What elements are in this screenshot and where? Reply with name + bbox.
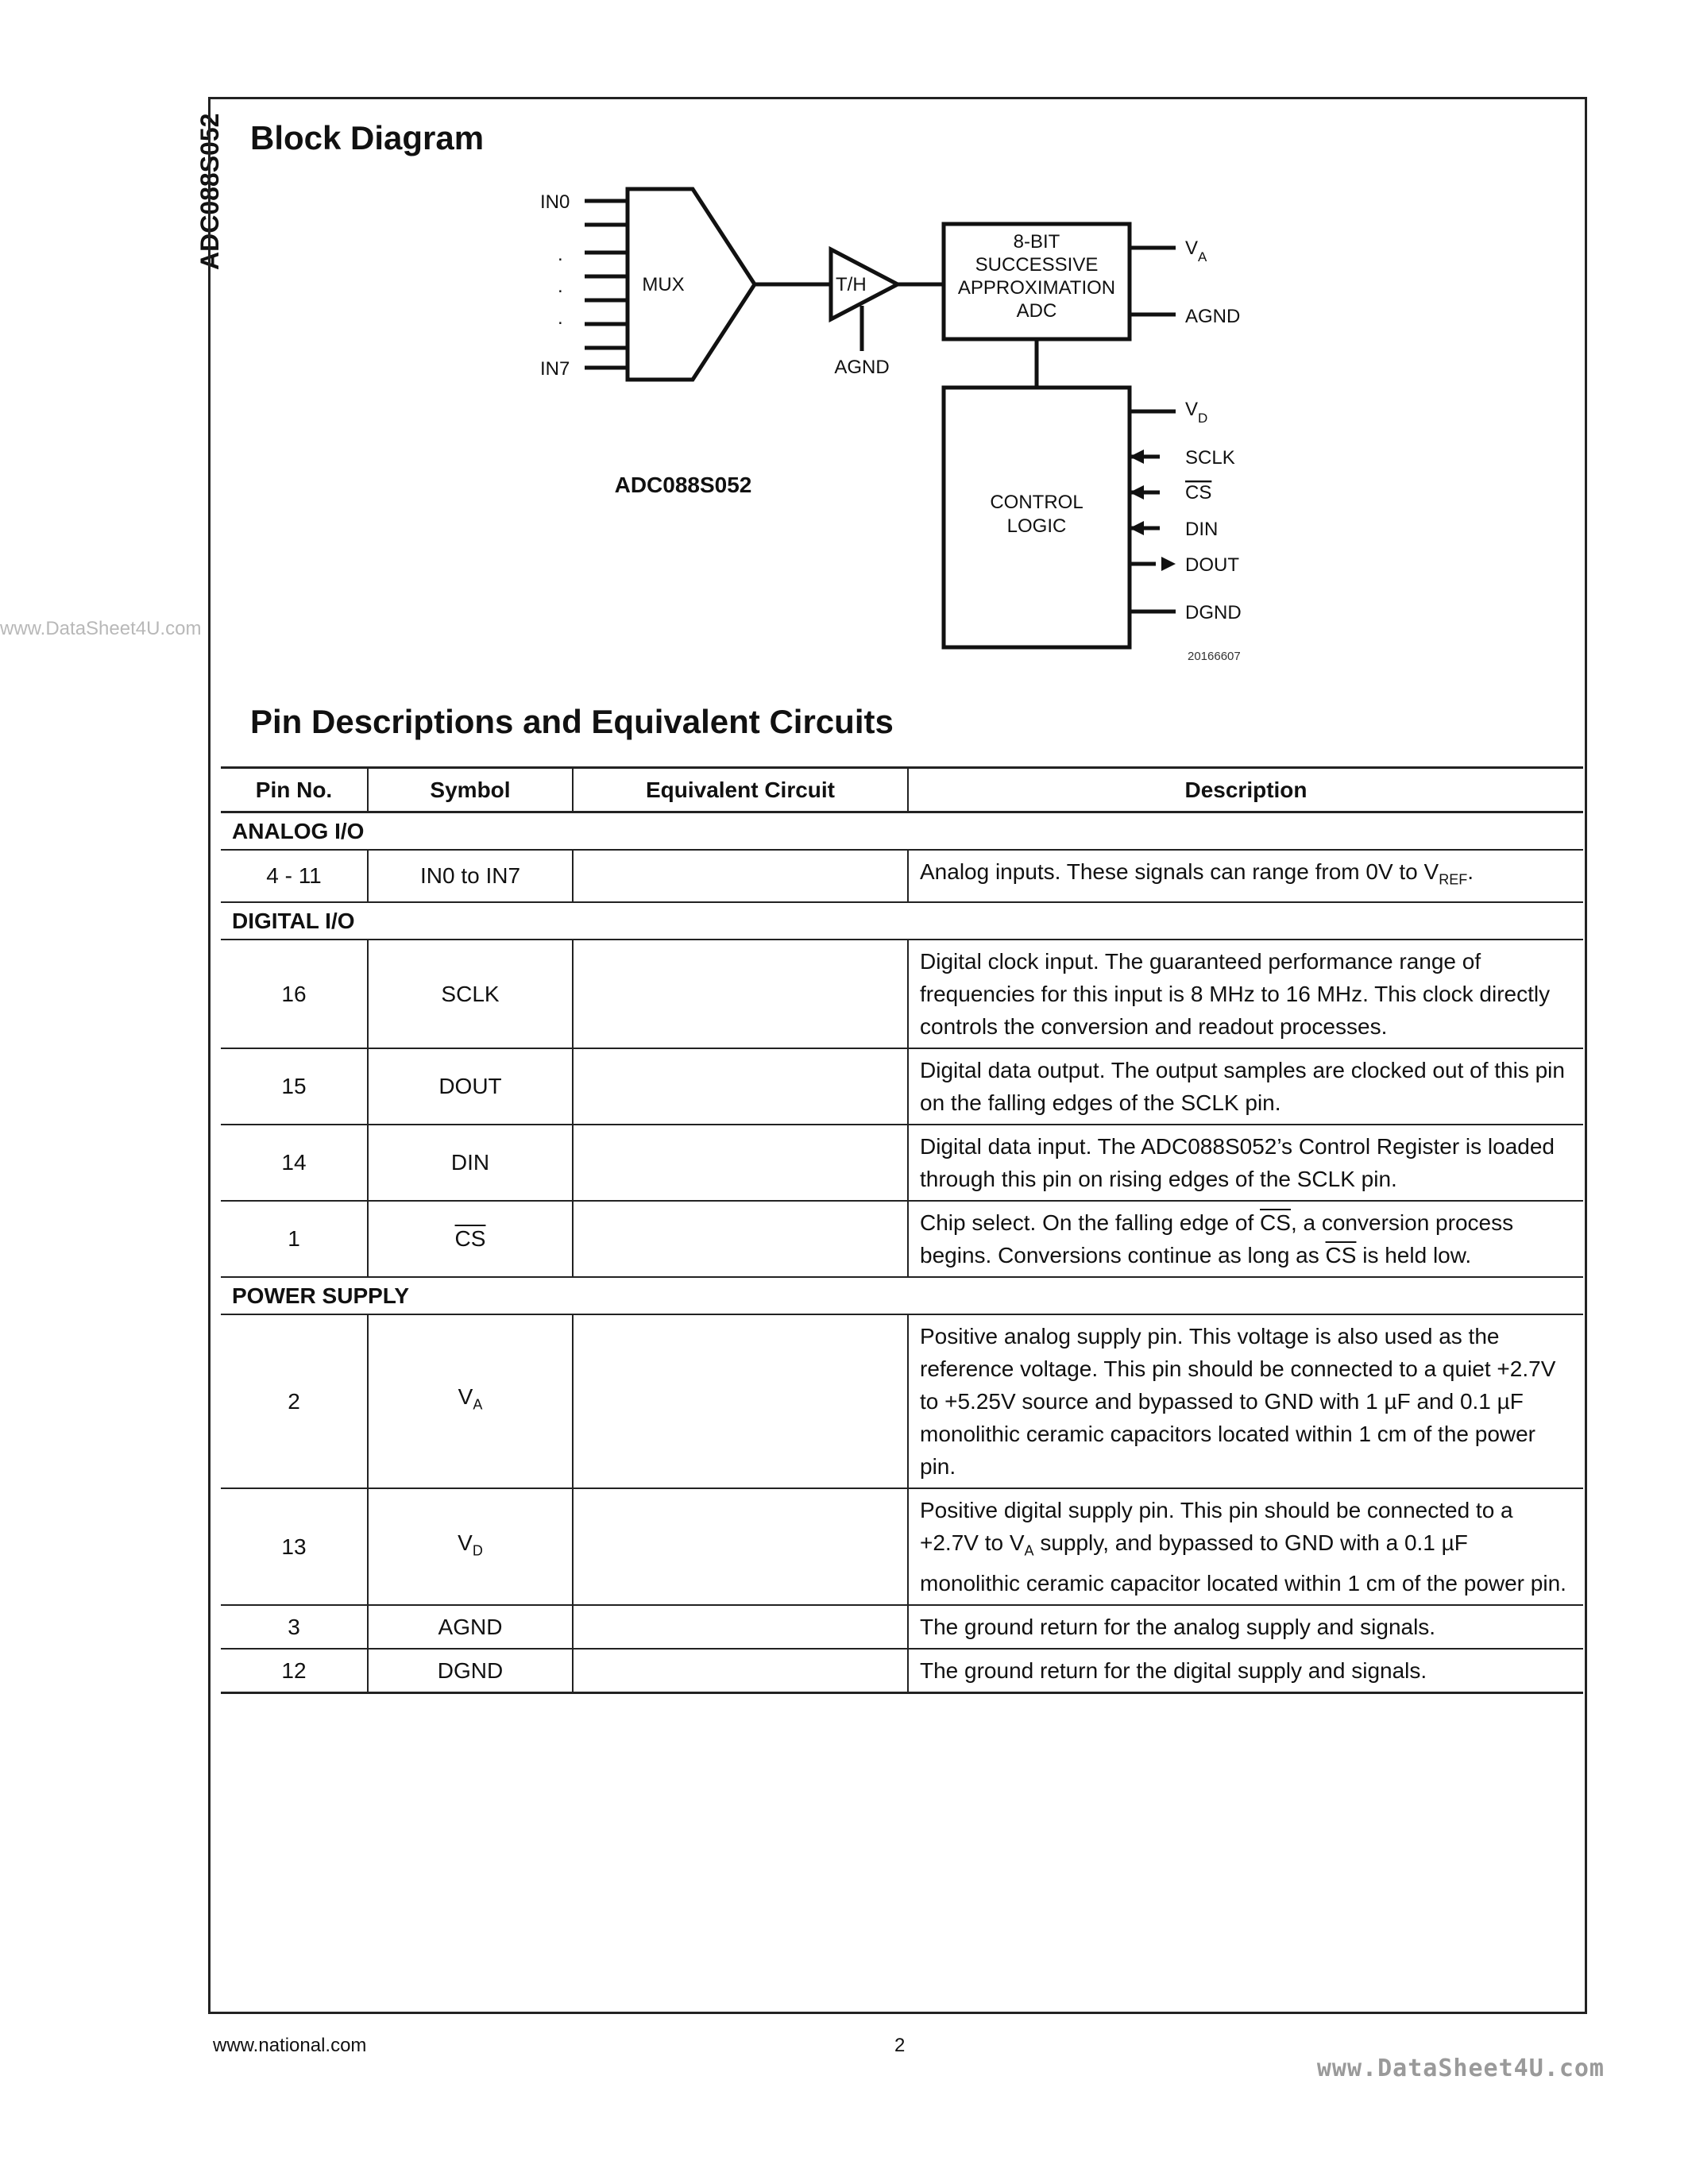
sclk-arrow (1130, 450, 1144, 464)
header-equivalent-circuit: Equivalent Circuit (573, 768, 908, 812)
dgnd-label: DGND (1185, 602, 1242, 623)
adc-line-1: 8-BIT (1013, 231, 1060, 253)
din-label: DIN (1185, 519, 1219, 540)
header-symbol: Symbol (368, 768, 573, 812)
header-pin-no: Pin No. (221, 768, 368, 812)
pin-circuit (573, 1649, 908, 1693)
pin-table (221, 766, 1583, 1694)
pin-circuit (573, 940, 908, 1048)
pin-description: Positive analog supply pin. This voltage is also used as the reference voltage. This pin should be connected to a quiet +2.7V to +5.25V source and bypassed to GND with 1 µF and 0.1 µF monolithic ceramic capacitors located within 1 cm of the power pin. (908, 1314, 1583, 1488)
mux-dot-3: . (558, 307, 563, 329)
watermark-right: www.DataSheet4U.com (1316, 2055, 1605, 2082)
header-description: Description (908, 768, 1583, 812)
pin-descriptions-title: Pin Descriptions and Equivalent Circuits (250, 703, 894, 740)
group-row-digital (221, 902, 1583, 940)
table-row (221, 1488, 1583, 1606)
pin-circuit (573, 850, 908, 902)
pin-symbol: $V_D$ (368, 1488, 573, 1606)
dout-arrow (1161, 557, 1176, 571)
pin-circuit (573, 1125, 908, 1201)
pin-symbol: DGND (368, 1649, 573, 1693)
pin-symbol: IN0 to IN7 (368, 850, 573, 902)
pin-description: Chip select. On the falling edge of $\overline{CS}$, a conversion process begins. Conversions continue as long as $\overline{CS}$ is held low. (908, 1201, 1583, 1277)
pin-description: The ground return for the analog supply and signals. (908, 1605, 1583, 1649)
pin-circuit (573, 1488, 908, 1606)
group-label: POWER SUPPLY (221, 1277, 1583, 1314)
pin-symbol: SCLK (368, 940, 573, 1048)
pin-symbol: DOUT (368, 1048, 573, 1125)
block-diagram-title: Block Diagram (250, 119, 485, 156)
footer-url[interactable]: www.national.com (213, 2035, 367, 2056)
mux-dot-2: . (558, 276, 563, 297)
pin-description: Digital data output. The output samples are clocked out of this pin on the falling edges of the SCLK pin. (908, 1048, 1583, 1125)
cs-arrow (1130, 485, 1144, 500)
control-line-1: CONTROL (990, 492, 1083, 513)
table-row (221, 850, 1583, 902)
mux-in7-label: IN7 (540, 358, 570, 380)
pin-number: 3 (221, 1605, 368, 1649)
pin-symbol: $V_A$ (368, 1314, 573, 1488)
figure-number: 20166607 (1188, 650, 1241, 663)
pin-description: Digital clock input. The guaranteed performance range of frequencies for this input is 8 MHz to 16 MHz. This clock directly controls the conversion and readout processes. (908, 940, 1583, 1048)
table-row (221, 1201, 1583, 1277)
watermark-left: www.DataSheet4U.com (0, 618, 202, 639)
group-row-power (221, 1277, 1583, 1314)
group-label: ANALOG I/O (221, 812, 1583, 851)
table-row (221, 1314, 1583, 1488)
pin-symbol: DIN (368, 1125, 573, 1201)
th-label: T/H (836, 274, 867, 295)
table-row (221, 1048, 1583, 1125)
page-number: 2 (894, 2035, 906, 2056)
va-label: $V_A$ (1185, 237, 1207, 264)
sclk-label: SCLK (1185, 447, 1235, 469)
diagram-caption: ADC088S052 (614, 473, 752, 497)
cs-label: CS (1185, 482, 1212, 504)
pin-description: Analog inputs. These signals can range from 0V to $V_{REF}$. (908, 850, 1583, 902)
pin-symbol: AGND (368, 1605, 573, 1649)
pin-number: 13 (221, 1488, 368, 1606)
mux-in0-label: IN0 (540, 191, 570, 213)
block-diagram (524, 175, 1319, 683)
pin-circuit (573, 1201, 908, 1277)
pin-description: Positive digital supply pin. This pin should be connected to a +2.7V to $V_A$ supply, and bypassed to GND with a 0.1 µF monolithic ceramic capacitor located within 1 cm of the power pin. (908, 1488, 1583, 1606)
adc-agnd-label: AGND (1185, 306, 1241, 327)
group-label: DIGITAL I/O (221, 902, 1583, 940)
pin-number: 15 (221, 1048, 368, 1125)
control-line-2: LOGIC (1006, 515, 1067, 537)
group-row-analog (221, 812, 1583, 851)
pin-circuit (573, 1605, 908, 1649)
table-row (221, 1649, 1583, 1693)
table-header-row (221, 768, 1583, 812)
din-arrow (1130, 521, 1144, 535)
table-row (221, 1605, 1583, 1649)
adc-line-3: APPROXIMATION (957, 277, 1116, 299)
table-row (221, 1125, 1583, 1201)
pin-number: 16 (221, 940, 368, 1048)
mux-dot-1: . (558, 244, 563, 265)
th-agnd-label: AGND (834, 357, 890, 378)
pin-number: 2 (221, 1314, 368, 1488)
pin-number: 4 - 11 (221, 850, 368, 902)
vd-label: $V_D$ (1185, 399, 1208, 426)
pin-circuit (573, 1048, 908, 1125)
dout-label: DOUT (1185, 554, 1239, 576)
pin-number: 14 (221, 1125, 368, 1201)
mux-label: MUX (642, 274, 685, 295)
side-part-number: ADC088S052 (195, 113, 224, 270)
adc-line-2: SUCCESSIVE (975, 254, 1099, 276)
table-row (221, 940, 1583, 1048)
pin-symbol: $\overline{CS}$ (368, 1201, 573, 1277)
pin-number: 1 (221, 1201, 368, 1277)
pin-description: The ground return for the digital supply and signals. (908, 1649, 1583, 1693)
pin-circuit (573, 1314, 908, 1488)
adc-line-4: ADC (1016, 300, 1057, 322)
pin-number: 12 (221, 1649, 368, 1693)
pin-description: Digital data input. The ADC088S052’s Control Register is loaded through this pin on rising edges of the SCLK pin. (908, 1125, 1583, 1201)
